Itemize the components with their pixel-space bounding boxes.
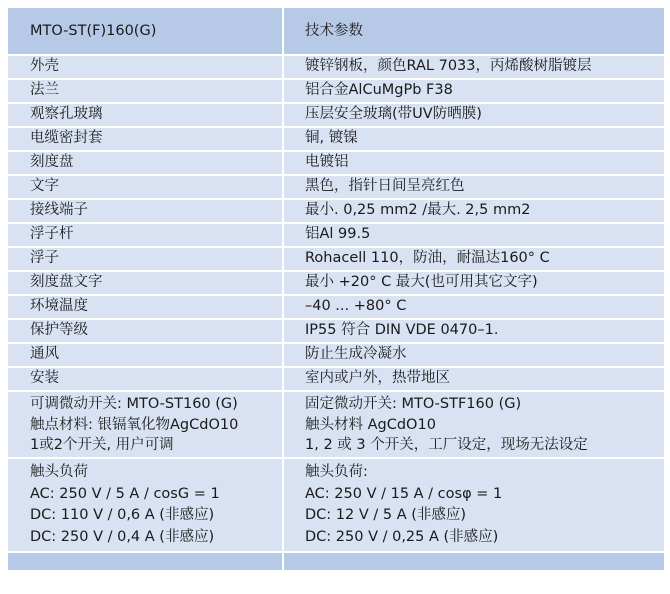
row-value: 最小 +20° C 最大(也可用其它文字) bbox=[284, 272, 664, 294]
header-model: MTO-ST(F)160(G) bbox=[8, 8, 282, 54]
switch-left-line: 可调微动开关: MTO-ST160 (G) bbox=[30, 396, 238, 412]
row-value: 最小. 0,25 mm2 /最大. 2,5 mm2 bbox=[284, 200, 664, 222]
switch-fixed-cell bbox=[284, 392, 664, 457]
row-value: 室内或户外，热带地区 bbox=[284, 368, 664, 390]
contact-right-line: DC: 250 V / 0,25 A (非感应) bbox=[305, 528, 499, 545]
row-value: 防止生成冷凝水 bbox=[284, 344, 664, 366]
contact-right-line: 触头负荷: bbox=[305, 464, 368, 480]
row-value: 铜, 镀镍 bbox=[284, 128, 664, 150]
table-row bbox=[8, 200, 664, 222]
table-row bbox=[8, 368, 664, 390]
switch-right-line: 1, 2 或 3 个开关，工厂设定，现场无法设定 bbox=[305, 437, 588, 453]
row-label: 文字 bbox=[8, 176, 282, 198]
switch-right-line: 触头材料 AgCdO10 bbox=[305, 416, 436, 433]
header-specs: 技术参数 bbox=[284, 8, 664, 54]
row-label: 浮子 bbox=[8, 248, 282, 270]
row-label: 浮子杆 bbox=[8, 224, 282, 246]
contact-load-row bbox=[8, 459, 664, 551]
switch-left-line: 1或2个开关, 用户可调 bbox=[30, 437, 174, 453]
row-label: 刻度盘文字 bbox=[8, 272, 282, 294]
table-row bbox=[8, 224, 664, 246]
table-row bbox=[8, 344, 664, 366]
table-row bbox=[8, 248, 664, 270]
row-label: 刻度盘 bbox=[8, 152, 282, 174]
contact-right-line: AC: 250 V / 15 A / cosφ = 1 bbox=[305, 485, 503, 502]
contact-load-left-cell bbox=[8, 459, 282, 551]
row-value: –40 ... +80° C bbox=[284, 296, 664, 318]
table-row bbox=[8, 128, 664, 150]
table-header-row bbox=[8, 8, 664, 54]
row-label: 接线端子 bbox=[8, 200, 282, 222]
switch-row bbox=[8, 392, 664, 457]
spec-table bbox=[8, 8, 664, 570]
contact-left-line: 触头负荷 bbox=[30, 464, 88, 480]
contact-load-right-cell bbox=[284, 459, 664, 551]
row-label: 观察孔玻璃 bbox=[8, 104, 282, 126]
contact-left-line: DC: 250 V / 0,4 A (非感应) bbox=[30, 528, 215, 545]
row-label: 电缆密封套 bbox=[8, 128, 282, 150]
row-value: 铝Al 99.5 bbox=[284, 224, 664, 246]
contact-left-line: DC: 110 V / 0,6 A (非感应) bbox=[30, 507, 215, 523]
row-label: 保护等级 bbox=[8, 320, 282, 342]
row-value: 镀锌钢板，颜色RAL 7033，丙烯酸树脂镀层 bbox=[284, 56, 664, 78]
footer-right-cell bbox=[284, 553, 664, 570]
table-row bbox=[8, 80, 664, 102]
table-row bbox=[8, 152, 664, 174]
contact-left-line: AC: 250 V / 5 A / cosG = 1 bbox=[30, 485, 220, 502]
footer-left-cell bbox=[8, 553, 282, 570]
table-footer-row bbox=[8, 553, 664, 570]
row-value: 黑色，指针日间呈亮红色 bbox=[284, 176, 664, 198]
table-row bbox=[8, 320, 664, 342]
switch-left-line: 触点材料: 银镉氧化物AgCdO10 bbox=[30, 416, 239, 433]
row-label: 外壳 bbox=[8, 56, 282, 78]
switch-right-line: 固定微动开关: MTO-STF160 (G) bbox=[305, 396, 522, 412]
table-row bbox=[8, 176, 664, 198]
row-label: 安装 bbox=[8, 368, 282, 390]
table-row bbox=[8, 104, 664, 126]
row-value: 压层安全玻璃(带UV防晒膜) bbox=[284, 104, 664, 126]
row-value: Rohacell 110，防油，耐温达160° C bbox=[284, 248, 664, 270]
row-value: 电镀铝 bbox=[284, 152, 664, 174]
table-row bbox=[8, 272, 664, 294]
row-label: 通风 bbox=[8, 344, 282, 366]
contact-right-line: DC: 12 V / 5 A (非感应) bbox=[305, 507, 467, 523]
row-label: 环境温度 bbox=[8, 296, 282, 318]
row-value: IP55 符合 DIN VDE 0470–1. bbox=[284, 320, 664, 342]
table-row bbox=[8, 296, 664, 318]
table-row bbox=[8, 56, 664, 78]
row-value: 铝合金AlCuMgPb F38 bbox=[284, 80, 664, 102]
switch-adjustable-cell bbox=[8, 392, 282, 457]
row-label: 法兰 bbox=[8, 80, 282, 102]
